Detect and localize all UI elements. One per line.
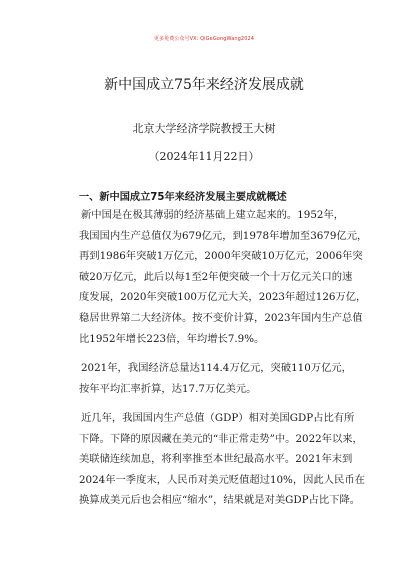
document-title: 新中国成立75年来经济发展成就 [104,77,304,93]
paragraph-line: 下降。下降的原因藏在美元的“非正常走势”中。2022年以来， [79,432,363,445]
paragraph-line: 我国国内生产总值仅为679亿元，到1978年增加至3679亿元， [79,229,368,242]
paragraph-line: 美联储连续加息，将利率推至本世纪最高水平。2021年末到 [79,453,353,466]
paragraph-line: 换算成美元后也会相应“缩水”，结果就是对美GDP占比下降。 [79,494,361,507]
paragraph-line: 近几年，我国国内生产总值（GDP）相对美国GDP占比有所 [81,412,355,424]
paragraph-line: 比1952年增长223倍，年均增长7.9%。 [79,332,265,345]
author-line: 北京大学经济学院教授王大树 [132,122,276,135]
paragraph-line: 按年平均汇率折算，达17.7万亿美元。 [79,382,257,395]
paragraph-line: 新中国是在极其薄弱的经济基础上建立起来的。1952年， [81,209,345,221]
paragraph-line: 度发展，2020年突破100万亿元大关，2023年超过126万亿， [79,291,367,304]
date-line: （2024年11月22日） [148,150,260,163]
paragraph-2 [79,358,371,399]
paragraph-line: 稳居世界第二大经济体。按不变价计算，2023年国内生产总值 [79,311,363,324]
watermark-text: 更多免费公众号VX: QiGeGongWang2024 [153,36,255,42]
paragraph-1 [79,205,371,349]
paragraph-3 [79,408,371,511]
paragraph-line: 再到1986年突破1万亿元，2000年突破10万亿元，2006年突 [79,250,363,263]
section-heading: 一、新中国成立75年来经济发展主要成就概述 [79,192,287,203]
paragraph-line: 2024年一季度末，人民币对美元贬值超过10%，因此人民币在 [79,473,365,486]
paragraph-line: 2021年，我国经济总量达114.4万亿元，突破110万亿元， [81,362,352,374]
paragraph-line: 破20万亿元，此后以每1至2年便突破一个十万亿元关口的速 [79,270,353,283]
